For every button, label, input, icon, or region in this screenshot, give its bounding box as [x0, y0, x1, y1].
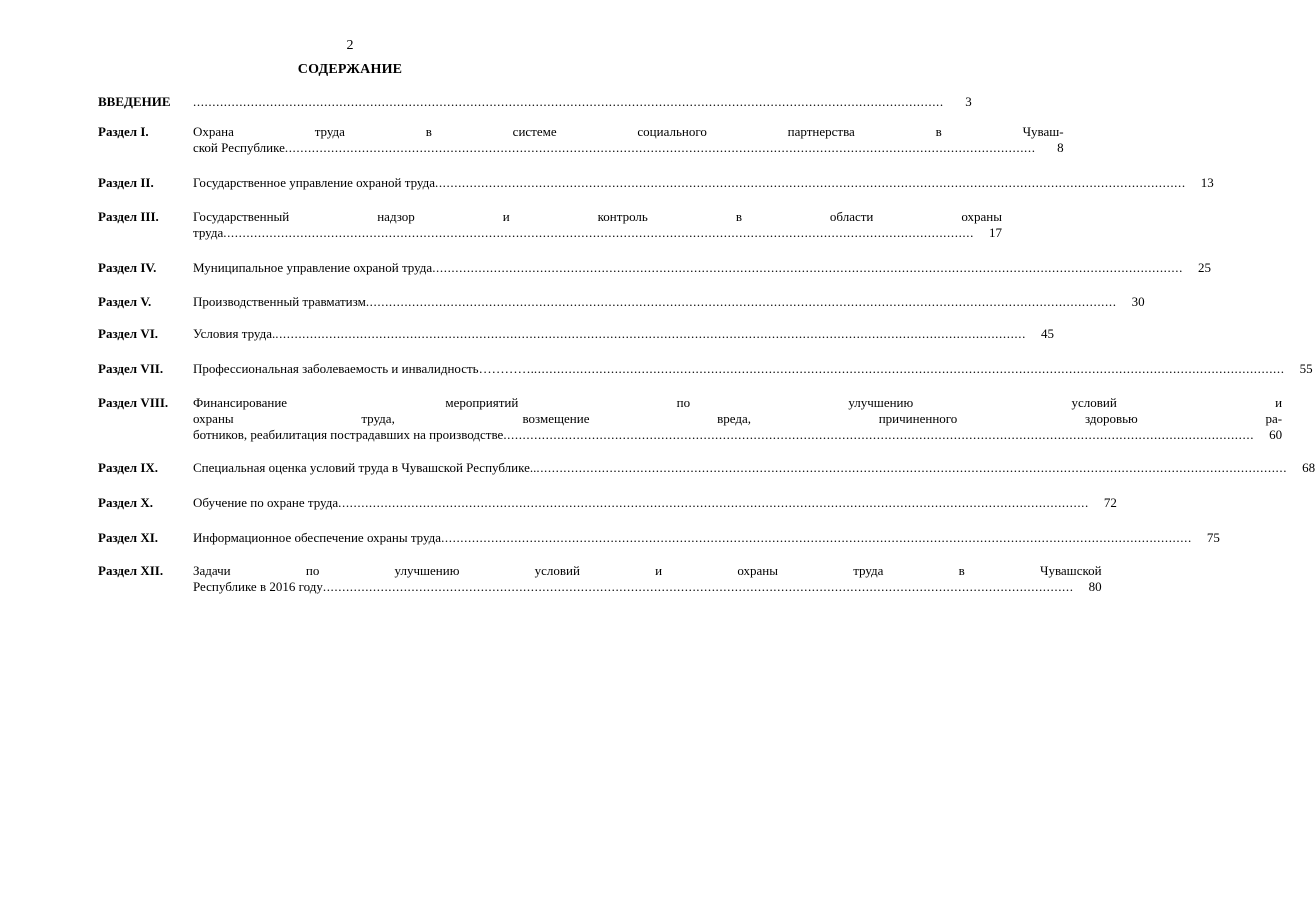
- toc-entry[interactable]: [98, 361, 1313, 377]
- toc-entry-line: [193, 260, 1211, 276]
- toc-entry-line-text: Задачи по улучшению условий и охраны труда в Чувашской: [193, 563, 1102, 578]
- toc-entry-line-text: Информационное обеспечение охраны труда: [193, 530, 442, 545]
- toc-entry-line: [193, 361, 1313, 377]
- toc-entry-line-text: Обучение по охране труда: [193, 495, 339, 510]
- dot-leader: [503, 427, 1254, 443]
- toc-entry-text: [193, 495, 1117, 511]
- dot-leader: [223, 225, 974, 241]
- toc-entry-line-text: охраны труда, возмещение вреда, причиненного здоровью ра-: [193, 411, 1283, 426]
- toc-entry-line: [193, 395, 1282, 411]
- toc-entry-text: [193, 175, 1214, 191]
- toc-entry-text: [193, 395, 1282, 443]
- toc-entry-line-text: Охрана труда в системе социального партнерства в Чуваш-: [193, 124, 1064, 139]
- toc-page-number: 72: [1103, 495, 1117, 510]
- toc-page-number: 45: [1040, 326, 1054, 341]
- toc-entry-line: [193, 209, 1002, 225]
- toc-entry[interactable]: [98, 94, 972, 110]
- toc-entry-label: Раздел IV.: [98, 260, 157, 275]
- page-number: 2: [346, 38, 354, 53]
- toc-entry-label: Раздел III.: [98, 209, 159, 224]
- toc-page-number: 75: [1206, 530, 1220, 545]
- toc-entry-label: Раздел IX.: [98, 460, 159, 475]
- toc-page-number: 60: [1269, 427, 1283, 442]
- toc-entry-label: Раздел VII.: [98, 361, 164, 376]
- toc-page-number: 30: [1131, 294, 1145, 309]
- toc-entry-line: [193, 225, 1002, 241]
- toc-entry-text: [193, 209, 1002, 241]
- toc-entry-line-text: Республике в 2016 году: [193, 579, 323, 594]
- toc-entry[interactable]: [98, 460, 1315, 476]
- toc-page-number: 80: [1088, 579, 1102, 594]
- toc-entry-line: [193, 411, 1282, 427]
- toc-entry[interactable]: [98, 260, 1211, 276]
- toc-entry-line: [193, 530, 1220, 546]
- toc-entry-label: Раздел XII.: [98, 563, 164, 578]
- toc-entry-label: Раздел V.: [98, 294, 152, 309]
- toc-entry-label: ВВЕДЕНИЕ: [98, 94, 171, 109]
- toc-entry[interactable]: [98, 175, 1214, 191]
- toc-entry-line-text: Профессиональная заболеваемость и инвалидность………….: [193, 361, 534, 376]
- dot-leader: [536, 460, 1287, 476]
- toc-entry-text: [193, 563, 1102, 595]
- toc-entry-line: [193, 124, 1064, 140]
- dot-leader: [432, 260, 1183, 276]
- toc-entry-line-text: Финансирование мероприятий по улучшению условий и: [193, 395, 1283, 410]
- page-title: СОДЕРЖАНИЕ: [297, 62, 403, 77]
- dot-leader: [366, 294, 1117, 310]
- dot-leader: [338, 495, 1089, 511]
- toc-entry-label: Раздел X.: [98, 495, 153, 510]
- table-of-contents: [98, 94, 1315, 595]
- toc-page-number: 68: [1302, 460, 1315, 475]
- toc-entry-label: Раздел XI.: [98, 530, 159, 545]
- toc-page-number: 55: [1299, 361, 1313, 376]
- toc-entry-line-text: Специальная оценка условий труда в Чувашской Республике..: [193, 460, 537, 475]
- toc-entry-line: [193, 563, 1102, 579]
- toc-entry-line: [193, 427, 1282, 443]
- toc-entry-line: [193, 140, 1064, 156]
- toc-entry-text: [193, 460, 1315, 476]
- dot-leader: [534, 361, 1285, 377]
- toc-page-number: 3: [965, 94, 972, 109]
- toc-entry-label: Раздел VIII.: [98, 395, 169, 410]
- toc-entry[interactable]: [98, 294, 1145, 310]
- toc-entry-line: [193, 326, 1054, 342]
- toc-entry-line-text: ской Республике: [193, 140, 285, 155]
- toc-entry-text: [193, 361, 1313, 377]
- toc-entry-text: [193, 294, 1145, 310]
- toc-entry-text: [193, 530, 1220, 546]
- toc-entry-line-text: Муниципальное управление охраной труда: [193, 260, 433, 275]
- dot-leader: [435, 175, 1186, 191]
- toc-entry-line-text: Производственный травматизм: [193, 294, 366, 309]
- toc-entry-line: [193, 579, 1102, 595]
- toc-entry[interactable]: [98, 326, 1054, 342]
- toc-entry[interactable]: [98, 124, 1064, 156]
- dot-leader: [275, 326, 1026, 342]
- toc-entry[interactable]: [98, 530, 1220, 546]
- dot-leader: [285, 140, 1036, 156]
- toc-entry-label: Раздел I.: [98, 124, 149, 139]
- toc-entry-line-text: труда: [193, 225, 224, 240]
- toc-entry-line: [193, 175, 1214, 191]
- toc-entry-line: [193, 294, 1145, 310]
- toc-entry-text: [193, 326, 1054, 342]
- toc-entry[interactable]: [98, 495, 1117, 511]
- toc-entry-line: [193, 460, 1315, 476]
- toc-entry[interactable]: [98, 209, 1002, 241]
- toc-entry-line-text: Государственное управление охраной труда: [193, 175, 435, 190]
- toc-entry-text: [193, 260, 1211, 276]
- dot-leader: [323, 579, 1074, 595]
- toc-entry-label: Раздел VI.: [98, 326, 159, 341]
- toc-entry[interactable]: [98, 563, 1102, 595]
- toc-entry-line-text: Условия труда.: [193, 326, 276, 341]
- dot-leader: [441, 530, 1192, 546]
- toc-page-number: 17: [988, 225, 1002, 240]
- toc-entry-text: [193, 94, 972, 110]
- dot-leader: [193, 94, 944, 110]
- toc-entry[interactable]: [98, 395, 1283, 443]
- toc-page-number: 25: [1197, 260, 1211, 275]
- toc-entry-line-text: Государственный надзор и контроль в области охраны: [193, 209, 1002, 224]
- toc-entry-text: [193, 124, 1064, 156]
- toc-entry-line: [193, 495, 1117, 511]
- toc-page-number: 8: [1057, 140, 1064, 155]
- toc-page-number: 13: [1200, 175, 1214, 190]
- toc-entry-label: Раздел II.: [98, 175, 154, 190]
- toc-entry-line: [193, 94, 972, 110]
- toc-entry-line-text: ботников, реабилитация пострадавших на производстве: [193, 427, 504, 442]
